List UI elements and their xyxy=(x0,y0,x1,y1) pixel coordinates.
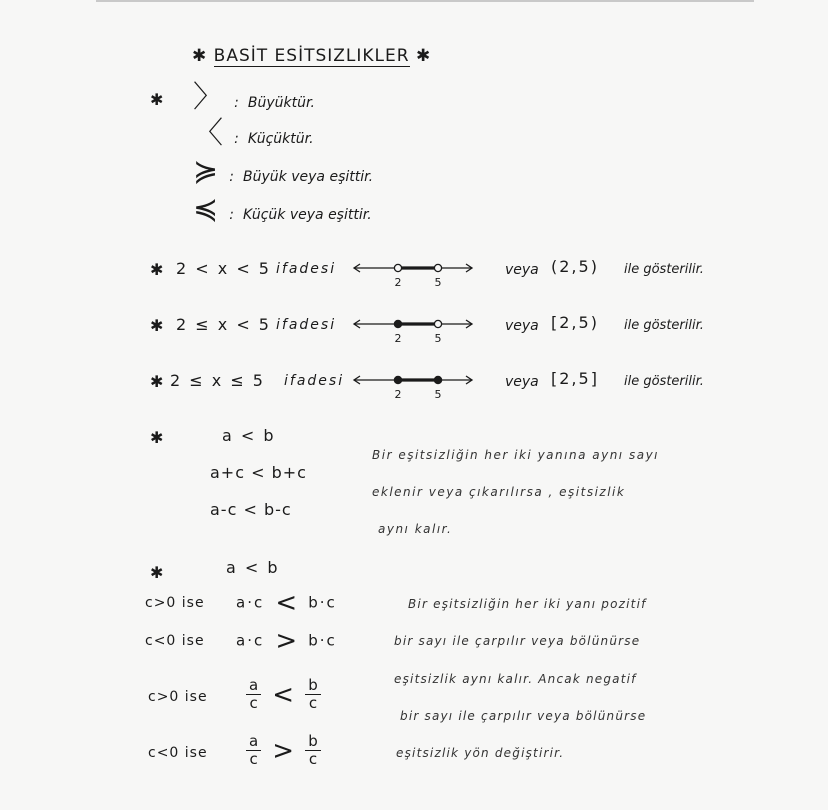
title-star-left-icon: ✱ xyxy=(192,46,208,66)
symbol-colon: : xyxy=(234,95,239,111)
rule-add-note: eklenir veya çıkarılırsa , eşitsizlik xyxy=(372,485,626,499)
interval-veya: veya xyxy=(505,374,539,390)
symbol-row-less-equal xyxy=(193,192,372,227)
greater-than-icon: 〉 xyxy=(193,80,223,115)
bullet-star-icon: ✱ xyxy=(150,316,164,335)
fraction-numerator: a xyxy=(246,733,261,751)
fraction-denominator: c xyxy=(308,750,318,768)
fraction xyxy=(246,733,261,768)
page-title xyxy=(192,46,431,66)
bullet-star-icon: ✱ xyxy=(150,90,164,109)
bullet-star-icon: ✱ xyxy=(150,563,164,582)
symbol-meaning: Küçüktür. xyxy=(247,131,314,147)
closed-endpoint-marker xyxy=(394,320,401,327)
number-line-open-open xyxy=(350,256,480,288)
rule-mult-row xyxy=(236,626,337,656)
fraction-numerator: a xyxy=(246,677,261,695)
rule-frac-op: < xyxy=(272,679,295,710)
rule-add-line: a < b xyxy=(222,426,276,445)
symbol-row-greater-equal xyxy=(193,154,374,189)
interval-notation: (2,5) xyxy=(551,257,599,276)
tick-label: 5 xyxy=(434,388,442,401)
interval-suffix: ile gösterilir. xyxy=(624,374,704,389)
symbol-colon: : xyxy=(229,207,234,223)
fraction xyxy=(305,677,321,712)
rule-frac-row xyxy=(246,677,321,712)
symbol-meaning: Büyüktür. xyxy=(247,95,315,111)
interval-veya: veya xyxy=(505,318,539,334)
closed-endpoint-marker xyxy=(394,376,401,383)
rule-mult-lhs: a·c xyxy=(236,631,265,650)
rule-mult-op: < xyxy=(275,588,298,618)
interval-suffix: ile gösterilir. xyxy=(624,262,704,277)
less-or-equal-icon: ≼ xyxy=(193,192,219,227)
rule-add-line: a-c < b-c xyxy=(210,500,292,519)
fraction-denominator: c xyxy=(249,694,258,712)
page-top-edge xyxy=(96,0,754,2)
fraction-numerator: b xyxy=(305,677,321,695)
bullet-star-icon: ✱ xyxy=(150,428,164,447)
less-than-icon: 〈 xyxy=(193,116,223,151)
open-endpoint-marker xyxy=(434,264,441,271)
number-line-closed-closed xyxy=(350,368,480,400)
interval-word: ifadesi xyxy=(276,261,337,277)
open-endpoint-marker xyxy=(394,264,401,271)
rule-mult-condition: c>0 ise xyxy=(145,595,205,611)
symbol-row-greater xyxy=(193,80,315,115)
interval-notation: [2,5] xyxy=(551,369,599,388)
tick-label: 2 xyxy=(394,332,402,345)
rule-add-note: aynı kalır. xyxy=(378,522,453,536)
rule-frac-row xyxy=(246,733,321,768)
interval-expression: 2 ≤ x < 5 xyxy=(176,315,271,334)
rule-mult-note: eşitsizlik aynı kalır. Ancak negatif xyxy=(394,672,637,686)
interval-suffix: ile gösterilir. xyxy=(624,318,704,333)
tick-label: 5 xyxy=(434,332,442,345)
rule-mult-note: bir sayı ile çarpılır veya bölünürse xyxy=(400,709,647,723)
rule-add-line: a+c < b+c xyxy=(210,463,307,482)
interval-expression: 2 ≤ x ≤ 5 xyxy=(170,371,265,390)
bullet-star-icon: ✱ xyxy=(150,372,164,391)
rule-mult-row xyxy=(236,588,337,618)
fraction xyxy=(305,733,321,768)
greater-or-equal-icon: ≽ xyxy=(193,154,219,189)
rule-add-note: Bir eşitsizliğin her iki yanına aynı sayı xyxy=(372,448,659,462)
rule-frac-op: > xyxy=(272,735,295,766)
fraction-denominator: c xyxy=(308,694,318,712)
number-line-closed-open xyxy=(350,312,480,344)
tick-label: 5 xyxy=(434,276,442,289)
rule-mult-note: Bir eşitsizliğin her iki yanı pozitif xyxy=(408,597,647,611)
rule-mult-rhs: b·c xyxy=(308,631,337,650)
rule-mult-op: > xyxy=(275,626,298,656)
symbol-row-less xyxy=(193,116,314,151)
closed-endpoint-marker xyxy=(434,376,441,383)
interval-word: ifadesi xyxy=(276,317,337,333)
symbol-colon: : xyxy=(229,169,234,185)
rule-mult-note: bir sayı ile çarpılır veya bölünürse xyxy=(394,634,641,648)
bullet-star-icon: ✱ xyxy=(150,260,164,279)
interval-veya: veya xyxy=(505,262,539,278)
tick-label: 2 xyxy=(394,276,402,289)
symbol-meaning: Büyük veya eşittir. xyxy=(243,169,374,185)
symbol-meaning: Küçük veya eşittir. xyxy=(243,207,372,223)
tick-label: 2 xyxy=(394,388,402,401)
rule-mult-note: eşitsizlik yön değiştirir. xyxy=(396,746,565,760)
rule-mult-lhs: a·c xyxy=(236,593,265,612)
fraction-numerator: b xyxy=(305,733,321,751)
fraction xyxy=(246,677,261,712)
fraction-denominator: c xyxy=(249,750,258,768)
rule-frac-condition: c<0 ise xyxy=(148,745,208,761)
title-text: BASİT ESİTSIZLIKLER xyxy=(213,46,410,66)
open-endpoint-marker xyxy=(434,320,441,327)
rule-mult-head: a < b xyxy=(226,558,280,577)
interval-expression: 2 < x < 5 xyxy=(176,259,271,278)
interval-notation: [2,5) xyxy=(551,313,599,332)
rule-frac-condition: c>0 ise xyxy=(148,689,208,705)
symbol-colon: : xyxy=(234,131,239,147)
rule-mult-condition: c<0 ise xyxy=(145,633,205,649)
rule-mult-rhs: b·c xyxy=(308,593,337,612)
interval-word: ifadesi xyxy=(284,373,345,389)
title-star-right-icon: ✱ xyxy=(416,46,432,66)
